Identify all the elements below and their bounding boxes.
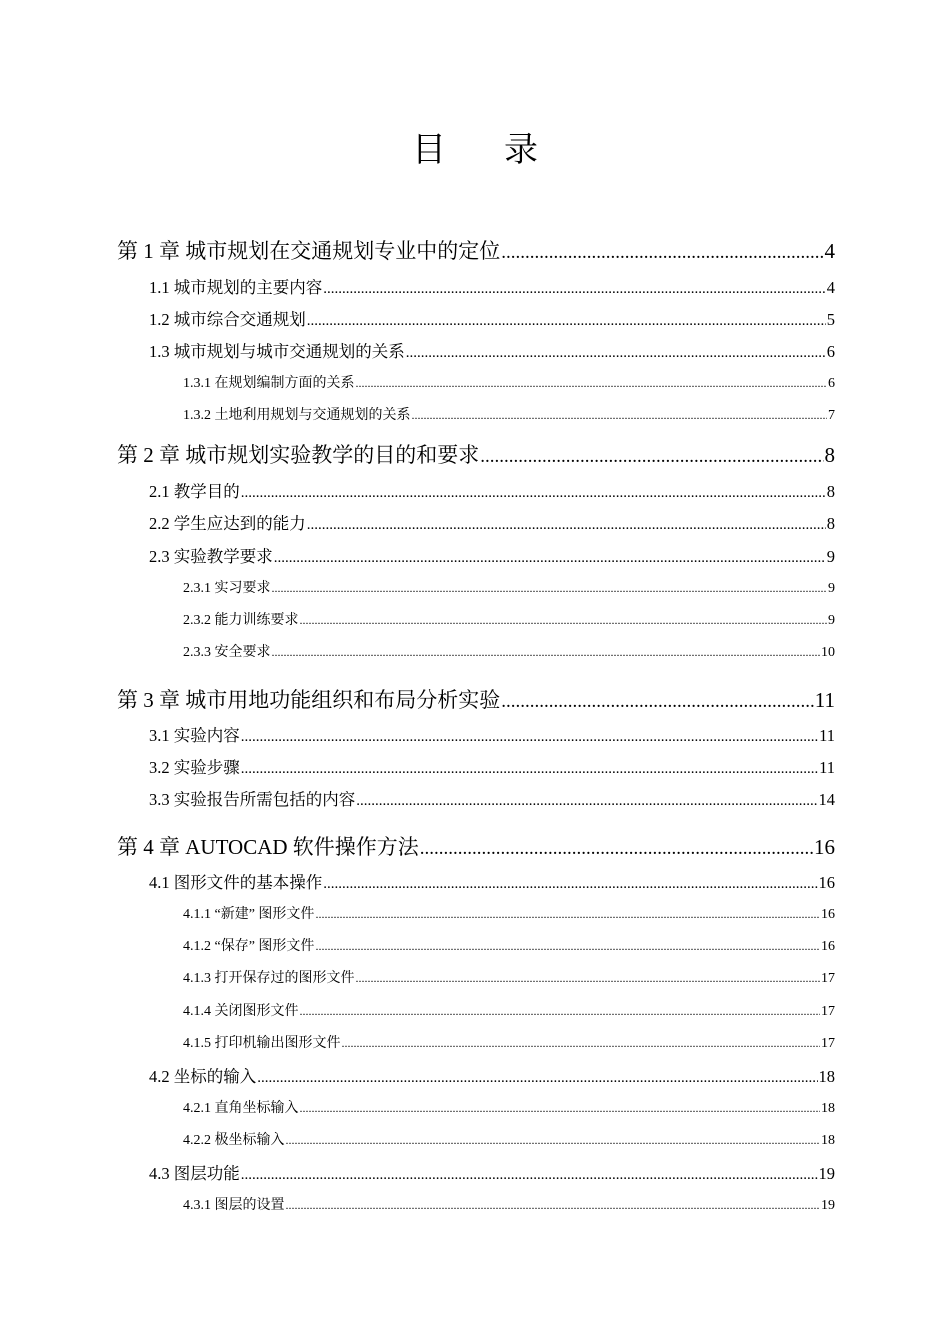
toc-entry-level-2[interactable] <box>149 276 835 300</box>
toc-dot-leader <box>406 340 826 364</box>
toc-entry-level-3[interactable] <box>183 903 835 925</box>
toc-entry-level-1[interactable] <box>117 236 835 266</box>
toc-dot-leader <box>501 236 823 266</box>
toc-dot-leader <box>241 1162 818 1186</box>
toc-dot-leader <box>356 788 817 812</box>
toc-entry-title: 2.3 实验教学要求 <box>149 547 273 566</box>
toc-dot-leader <box>272 577 828 599</box>
toc-dot-leader <box>286 1129 821 1151</box>
title-char-2: 录 <box>504 132 538 169</box>
toc-entry-title: 1.3.1 在规划编制方面的关系 <box>183 376 355 391</box>
toc-dot-leader <box>356 967 821 989</box>
toc-entry-level-2[interactable] <box>149 756 835 780</box>
toc-entry-level-3[interactable] <box>183 1000 835 1022</box>
toc-entry-title: 2.1 教学目的 <box>149 482 240 501</box>
toc-dot-leader <box>300 609 828 631</box>
toc-entry-title: 4.1.2 “保存” 图形文件 <box>183 939 315 954</box>
toc-dot-leader <box>342 1032 821 1054</box>
toc-entry-level-3[interactable] <box>183 1194 835 1216</box>
toc-entry-level-3[interactable] <box>183 1129 835 1151</box>
toc-page-number: 4 <box>824 239 835 263</box>
toc-page-number: 9 <box>828 581 835 596</box>
toc-dot-leader <box>480 440 823 470</box>
toc-page-number: 16 <box>818 873 835 892</box>
title-char-1: 目 <box>412 132 446 169</box>
toc-page-number: 7 <box>828 408 835 423</box>
toc-entry-title: 第 4 章 AUTOCAD 软件操作方法 <box>117 835 419 859</box>
toc-dot-leader <box>420 832 813 862</box>
toc-page-number: 8 <box>826 482 835 501</box>
toc-page-number: 9 <box>826 547 835 566</box>
toc-dot-leader <box>501 685 814 715</box>
toc-entry-title: 2.3.2 能力训练要求 <box>183 613 299 628</box>
toc-entry-level-1[interactable] <box>117 832 835 862</box>
toc-entry-title: 4.2.2 极坐标输入 <box>183 1133 285 1148</box>
toc-entry-level-3[interactable] <box>183 935 835 957</box>
toc-entry-title: 1.3.2 土地利用规划与交通规划的关系 <box>183 408 411 423</box>
toc-page-number: 6 <box>826 342 835 361</box>
toc-page-number: 18 <box>818 1067 835 1086</box>
toc-page-number: 18 <box>821 1133 835 1148</box>
toc-page-number: 8 <box>826 514 835 533</box>
toc-dot-leader <box>356 372 828 394</box>
toc-entry-level-2[interactable] <box>149 871 835 895</box>
toc-entry-title: 4.3 图层功能 <box>149 1164 240 1183</box>
toc-entry-title: 2.3.1 实习要求 <box>183 581 271 596</box>
toc-entry-level-2[interactable] <box>149 545 835 569</box>
toc-page-number: 11 <box>819 726 835 745</box>
toc-page-number: 17 <box>821 971 835 986</box>
toc-dot-leader <box>257 1065 817 1089</box>
toc-entry-title: 1.1 城市规划的主要内容 <box>149 278 323 297</box>
toc-entry-title: 4.1.4 关闭图形文件 <box>183 1004 299 1019</box>
toc-entry-level-2[interactable] <box>149 480 835 504</box>
toc-entry-level-3[interactable] <box>183 372 835 394</box>
toc-entry-level-2[interactable] <box>149 340 835 364</box>
toc-dot-leader <box>286 1194 821 1216</box>
toc-dot-leader <box>323 871 817 895</box>
toc-dot-leader <box>300 1097 821 1119</box>
toc-page-number: 5 <box>826 310 835 329</box>
toc-dot-leader <box>241 756 818 780</box>
toc-entry-level-2[interactable] <box>149 724 835 748</box>
toc-page-number: 10 <box>821 645 835 660</box>
toc-dot-leader <box>274 545 826 569</box>
toc-entry-level-3[interactable] <box>183 1097 835 1119</box>
toc-dot-leader <box>300 1000 821 1022</box>
toc-page-number: 11 <box>814 688 835 712</box>
toc-entry-title: 1.3 城市规划与城市交通规划的关系 <box>149 342 405 361</box>
toc-entry-title: 4.2 坐标的输入 <box>149 1067 257 1086</box>
toc-page-number: 6 <box>828 376 835 391</box>
toc-dot-leader <box>315 903 820 925</box>
toc-page-number: 4 <box>826 278 835 297</box>
toc-entry-level-3[interactable] <box>183 577 835 599</box>
toc-entry-level-1[interactable] <box>117 685 835 715</box>
toc-dot-leader <box>272 641 821 663</box>
toc-page-number: 9 <box>828 613 835 628</box>
toc-dot-leader <box>412 404 828 426</box>
toc-page-number: 11 <box>819 758 835 777</box>
toc-page-number: 19 <box>821 1198 835 1213</box>
toc-dot-leader <box>307 308 826 332</box>
toc-entry-level-2[interactable] <box>149 308 835 332</box>
toc-page-number: 18 <box>821 1101 835 1116</box>
toc-entry-level-3[interactable] <box>183 641 835 663</box>
toc-entry-title: 3.2 实验步骤 <box>149 758 240 777</box>
toc-page-number: 16 <box>814 835 835 859</box>
toc-entry-title: 3.3 实验报告所需包括的内容 <box>149 790 356 809</box>
toc-dot-leader <box>315 935 820 957</box>
toc-entry-level-2[interactable] <box>149 1162 835 1186</box>
toc-dot-leader <box>323 276 826 300</box>
toc-entry-title: 第 2 章 城市规划实验教学的目的和要求 <box>117 443 480 467</box>
toc-page-number: 14 <box>818 790 835 809</box>
toc-entry-title: 2.2 学生应达到的能力 <box>149 514 306 533</box>
toc-entry-level-2[interactable] <box>149 788 835 812</box>
toc-entry-title: 4.2.1 直角坐标输入 <box>183 1101 299 1116</box>
toc-entry-title: 4.1.3 打开保存过的图形文件 <box>183 971 355 986</box>
toc-entry-title: 2.3.3 安全要求 <box>183 645 271 660</box>
toc-page-number: 8 <box>824 443 835 467</box>
toc-entry-level-2[interactable] <box>149 1065 835 1089</box>
toc-entry-title: 1.2 城市综合交通规划 <box>149 310 306 329</box>
toc-page-number: 17 <box>821 1036 835 1051</box>
toc-entry-title: 4.1.1 “新建” 图形文件 <box>183 907 315 922</box>
toc-dot-leader <box>241 480 826 504</box>
toc-entry-title: 第 1 章 城市规划在交通规划专业中的定位 <box>117 239 501 263</box>
toc-entry-title: 4.3.1 图层的设置 <box>183 1198 285 1213</box>
toc-entry-level-3[interactable] <box>183 609 835 631</box>
toc-entry-level-3[interactable] <box>183 404 835 426</box>
toc-entry-title: 4.1.5 打印机输出图形文件 <box>183 1036 341 1051</box>
toc-entry-level-1[interactable] <box>117 440 835 470</box>
toc-entry-level-3[interactable] <box>183 1032 835 1054</box>
toc-entry-level-3[interactable] <box>183 967 835 989</box>
toc-page-number: 16 <box>821 939 835 954</box>
toc-entry-title: 3.1 实验内容 <box>149 726 240 745</box>
toc-dot-leader <box>241 724 818 748</box>
toc-entry-title: 第 3 章 城市用地功能组织和布局分析实验 <box>117 688 501 712</box>
toc-dot-leader <box>307 512 826 536</box>
toc-entry-level-2[interactable] <box>149 512 835 536</box>
toc-page-number: 17 <box>821 1004 835 1019</box>
toc-page-number: 16 <box>821 907 835 922</box>
toc-entry-title: 4.1 图形文件的基本操作 <box>149 873 323 892</box>
toc-page-number: 19 <box>818 1164 835 1183</box>
